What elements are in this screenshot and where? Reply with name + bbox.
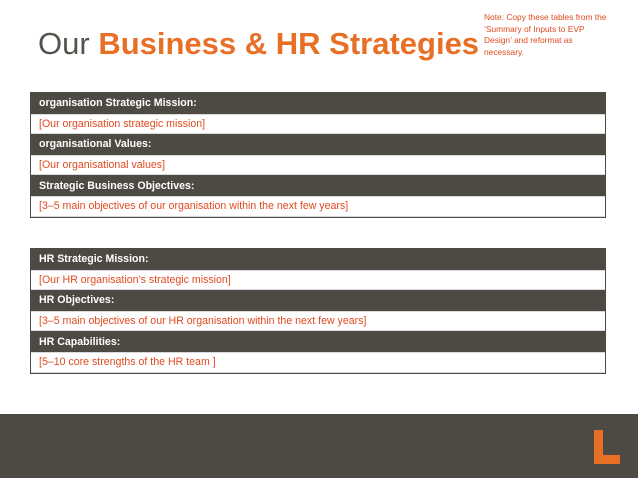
org-mission-heading: organisation Strategic Mission: bbox=[31, 93, 605, 114]
copy-note: Note: Copy these tables from the ‘Summary of Inputs to EVP Design’ and reformat as necessary. bbox=[484, 12, 607, 57]
hr-objectives-heading: HR Objectives: bbox=[31, 290, 605, 311]
business-objectives-value[interactable]: [3–5 main objectives of our organisation within the next few years] bbox=[31, 196, 605, 217]
page-title bbox=[38, 24, 479, 64]
hr-mission-heading: HR Strategic Mission: bbox=[31, 249, 605, 270]
footer-band bbox=[0, 414, 638, 478]
hr-capabilities-value[interactable]: [5–10 core strengths of the HR team ] bbox=[31, 352, 605, 373]
org-values-heading: organisational Values: bbox=[31, 134, 605, 155]
hr-objectives-value[interactable]: [3–5 main objectives of our HR organisation within the next few years] bbox=[31, 311, 605, 332]
org-values-value[interactable]: [Our organisational values] bbox=[31, 155, 605, 176]
hr-capabilities-heading: HR Capabilities: bbox=[31, 331, 605, 352]
hr-mission-value[interactable]: [Our HR organisation’s strategic mission] bbox=[31, 270, 605, 291]
title-lead: Our bbox=[38, 26, 90, 61]
title-accent: Business & HR Strategies bbox=[98, 26, 480, 61]
org-mission-value[interactable]: [Our organisation strategic mission] bbox=[31, 114, 605, 135]
business-strategy-table bbox=[30, 92, 606, 218]
hr-strategy-table bbox=[30, 248, 606, 374]
business-objectives-heading: Strategic Business Objectives: bbox=[31, 175, 605, 196]
l-logo-icon bbox=[594, 430, 620, 464]
